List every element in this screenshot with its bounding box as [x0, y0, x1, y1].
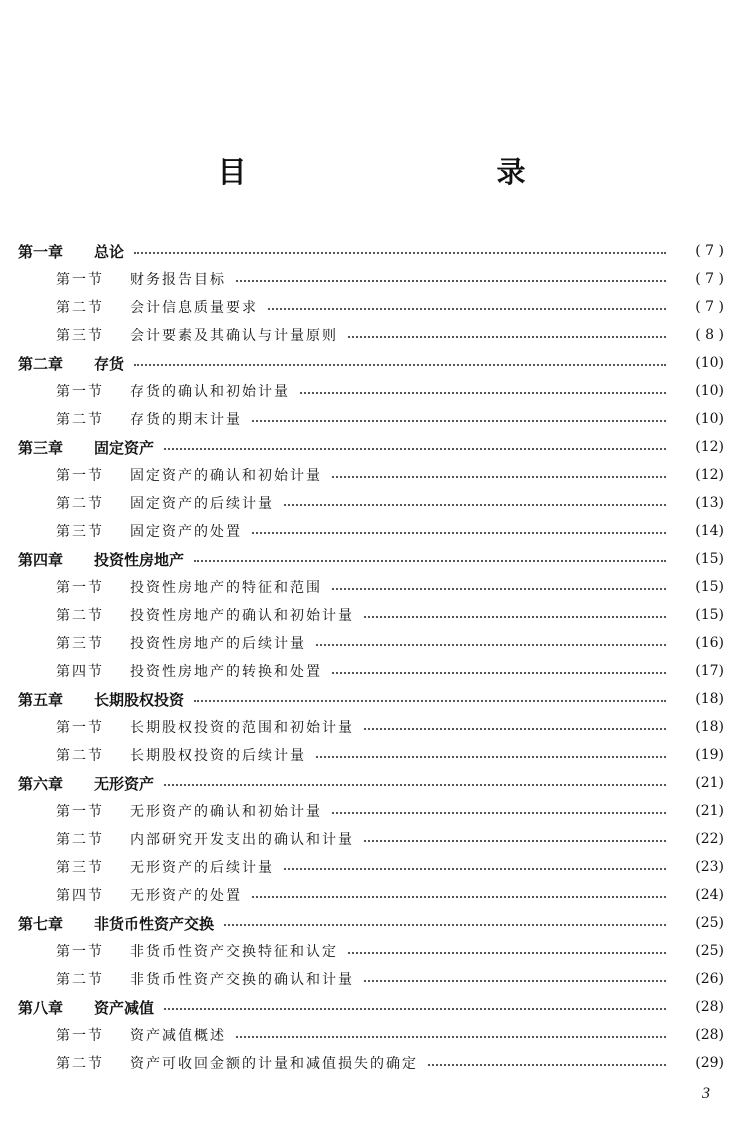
dot-leader: [332, 476, 666, 478]
toc-section-entry[interactable]: [18, 881, 724, 909]
toc-chapter-entry[interactable]: [18, 545, 724, 573]
dot-leader: [164, 1008, 666, 1010]
toc-page-reference: (10): [695, 355, 724, 371]
toc-section-entry[interactable]: [18, 741, 724, 769]
chapter-title: 投资性房地产: [94, 550, 185, 569]
chapter-title: 长期股权投资: [94, 690, 185, 709]
toc-section-entry[interactable]: [18, 1049, 724, 1077]
dot-leader: [164, 784, 666, 786]
section-title: 资产减值概述: [130, 1028, 226, 1044]
toc-chapter-entry[interactable]: [18, 349, 724, 377]
toc-section-entry[interactable]: [18, 937, 724, 965]
section-number: 第一节: [56, 1028, 104, 1044]
dot-leader: [332, 672, 666, 674]
toc-chapter-entry[interactable]: [18, 237, 724, 265]
section-number: 第三节: [56, 636, 104, 652]
toc-section-entry[interactable]: [18, 825, 724, 853]
dot-leader: [194, 700, 666, 702]
toc-page-reference: (25): [695, 943, 724, 959]
chapter-title: 资产减值: [94, 998, 155, 1017]
section-title: 非货币性资产交换特征和认定: [130, 944, 338, 960]
section-title: 非货币性资产交换的确认和计量: [130, 972, 354, 988]
chapter-title: 无形资产: [94, 774, 155, 793]
toc-page-reference: (12): [695, 439, 724, 455]
section-title: 固定资产的后续计量: [130, 496, 274, 512]
section-number: 第一节: [56, 580, 104, 596]
section-title: 存货的确认和初始计量: [130, 384, 290, 400]
toc-section-entry[interactable]: [18, 517, 724, 545]
section-title: 无形资产的处置: [130, 888, 242, 904]
section-number: 第一节: [56, 468, 104, 484]
toc-page-reference: (21): [695, 775, 724, 791]
section-number: 第三节: [56, 524, 104, 540]
chapter-title: 非货币性资产交换: [94, 914, 215, 933]
toc-chapter-entry[interactable]: [18, 685, 724, 713]
toc-section-entry[interactable]: [18, 377, 724, 405]
toc-page-reference: (12): [695, 467, 724, 483]
dot-leader: [300, 392, 666, 394]
toc-page-reference: (15): [695, 551, 724, 567]
dot-leader: [134, 364, 666, 366]
section-title: 固定资产的处置: [130, 524, 242, 540]
toc-page-reference: (18): [695, 691, 724, 707]
dot-leader: [364, 728, 666, 730]
section-title: 会计信息质量要求: [130, 300, 258, 316]
toc-section-entry[interactable]: [18, 965, 724, 993]
chapter-number: 第三章: [18, 438, 64, 457]
toc-page-reference: (15): [695, 607, 724, 623]
section-number: 第一节: [56, 384, 104, 400]
section-title: 内部研究开发支出的确认和计量: [130, 832, 354, 848]
section-title: 会计要素及其确认与计量原则: [130, 328, 338, 344]
toc-chapter-entry[interactable]: [18, 433, 724, 461]
table-of-contents: [18, 237, 724, 1077]
toc-section-entry[interactable]: [18, 1021, 724, 1049]
chapter-number: 第八章: [18, 998, 64, 1017]
section-number: 第二节: [56, 300, 104, 316]
section-number: 第一节: [56, 272, 104, 288]
section-number: 第一节: [56, 944, 104, 960]
dot-leader: [224, 924, 666, 926]
section-title: 投资性房地产的转换和处置: [130, 664, 322, 680]
toc-page-reference: (19): [695, 747, 724, 763]
section-number: 第三节: [56, 860, 104, 876]
toc-page-reference: (28): [695, 999, 724, 1015]
dot-leader: [428, 1064, 666, 1066]
dot-leader: [364, 840, 666, 842]
toc-section-entry[interactable]: [18, 321, 724, 349]
toc-chapter-entry[interactable]: [18, 909, 724, 937]
chapter-number: 第二章: [18, 354, 64, 373]
toc-page-reference: ( 7 ): [695, 299, 724, 315]
dot-leader: [252, 896, 666, 898]
toc-page-reference: (25): [695, 915, 724, 931]
dot-leader: [194, 560, 666, 562]
section-number: 第四节: [56, 664, 104, 680]
toc-page-reference: (15): [695, 579, 724, 595]
chapter-number: 第七章: [18, 914, 64, 933]
section-title: 长期股权投资的后续计量: [130, 748, 306, 764]
section-number: 第四节: [56, 888, 104, 904]
toc-section-entry[interactable]: [18, 461, 724, 489]
chapter-number: 第五章: [18, 690, 64, 709]
section-number: 第二节: [56, 748, 104, 764]
dot-leader: [134, 252, 666, 254]
toc-section-entry[interactable]: [18, 405, 724, 433]
toc-section-entry[interactable]: [18, 797, 724, 825]
toc-page-reference: (10): [695, 383, 724, 399]
dot-leader: [364, 980, 666, 982]
dot-leader: [332, 812, 666, 814]
toc-page-reference: (18): [695, 719, 724, 735]
section-number: 第二节: [56, 832, 104, 848]
dot-leader: [316, 756, 666, 758]
toc-page-reference: (10): [695, 411, 724, 427]
toc-section-entry[interactable]: [18, 601, 724, 629]
section-title: 投资性房地产的特征和范围: [130, 580, 322, 596]
section-number: 第二节: [56, 972, 104, 988]
section-number: 第一节: [56, 720, 104, 736]
toc-page-reference: (28): [695, 1027, 724, 1043]
dot-leader: [164, 448, 666, 450]
section-number: 第二节: [56, 496, 104, 512]
section-title: 固定资产的确认和初始计量: [130, 468, 322, 484]
section-title: 资产可收回金额的计量和减值损失的确定: [130, 1056, 418, 1072]
toc-page-reference: (24): [695, 887, 724, 903]
dot-leader: [236, 280, 666, 282]
section-title: 财务报告目标: [130, 272, 226, 288]
section-number: 第二节: [56, 412, 104, 428]
section-number: 第二节: [56, 608, 104, 624]
chapter-title: 固定资产: [94, 438, 155, 457]
section-title: 投资性房地产的后续计量: [130, 636, 306, 652]
toc-page-reference: (26): [695, 971, 724, 987]
section-number: 第二节: [56, 1056, 104, 1072]
section-title: 长期股权投资的范围和初始计量: [130, 720, 354, 736]
section-title: 无形资产的后续计量: [130, 860, 274, 876]
toc-page-reference: ( 8 ): [695, 327, 724, 343]
chapter-number: 第四章: [18, 550, 64, 569]
dot-leader: [348, 952, 666, 954]
toc-section-entry[interactable]: [18, 265, 724, 293]
toc-page-reference: ( 7 ): [695, 243, 724, 259]
section-title: 存货的期末计量: [130, 412, 242, 428]
chapter-title: 总论: [94, 242, 125, 261]
dot-leader: [236, 1036, 666, 1038]
dot-leader: [316, 644, 666, 646]
toc-chapter-entry[interactable]: [18, 993, 724, 1021]
toc-section-entry[interactable]: [18, 293, 724, 321]
toc-page-reference: (17): [695, 663, 724, 679]
toc-page-reference: (14): [695, 523, 724, 539]
toc-chapter-entry[interactable]: [18, 769, 724, 797]
dot-leader: [268, 308, 666, 310]
section-title: 无形资产的确认和初始计量: [130, 804, 322, 820]
page-title: 目 录: [217, 155, 590, 189]
toc-section-entry[interactable]: [18, 853, 724, 881]
toc-section-entry[interactable]: [18, 657, 724, 685]
dot-leader: [284, 504, 666, 506]
toc-page-reference: (29): [695, 1055, 724, 1071]
page-number: 3: [702, 1085, 710, 1102]
toc-section-entry[interactable]: [18, 713, 724, 741]
dot-leader: [252, 532, 666, 534]
toc-page-reference: ( 7 ): [695, 271, 724, 287]
chapter-number: 第六章: [18, 774, 64, 793]
toc-page-reference: (16): [695, 635, 724, 651]
section-number: 第一节: [56, 804, 104, 820]
toc-section-entry[interactable]: [18, 489, 724, 517]
chapter-title: 存货: [94, 354, 125, 373]
dot-leader: [284, 868, 666, 870]
dot-leader: [332, 588, 666, 590]
section-title: 投资性房地产的确认和初始计量: [130, 608, 354, 624]
toc-page-reference: (23): [695, 859, 724, 875]
toc-page-reference: (22): [695, 831, 724, 847]
toc-page-reference: (13): [695, 495, 724, 511]
toc-page-reference: (21): [695, 803, 724, 819]
toc-section-entry[interactable]: [18, 629, 724, 657]
dot-leader: [364, 616, 666, 618]
chapter-number: 第一章: [18, 242, 64, 261]
dot-leader: [252, 420, 666, 422]
section-number: 第三节: [56, 328, 104, 344]
toc-section-entry[interactable]: [18, 573, 724, 601]
dot-leader: [348, 336, 666, 338]
